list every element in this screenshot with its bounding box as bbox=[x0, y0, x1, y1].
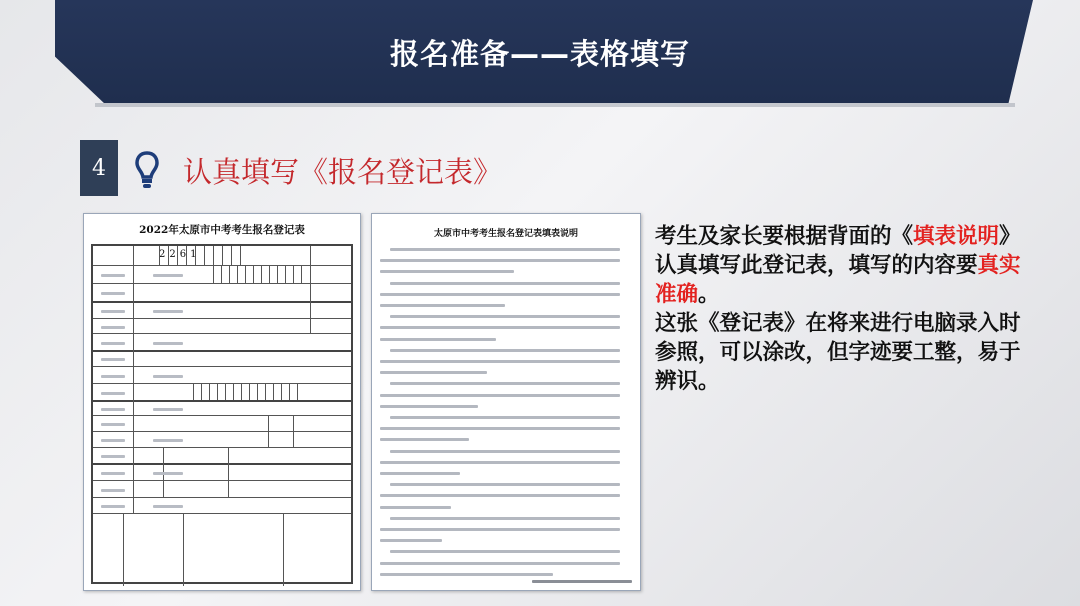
form-col-line bbox=[268, 415, 269, 447]
description-part: 。 bbox=[698, 282, 720, 307]
form-row-line bbox=[93, 318, 351, 319]
form-digit-line bbox=[186, 246, 187, 265]
guide-text-line bbox=[390, 550, 620, 553]
guide-text-line bbox=[380, 259, 620, 262]
guide-text-line bbox=[390, 483, 620, 486]
form-digit-line bbox=[204, 246, 205, 265]
form-col-line bbox=[183, 513, 184, 586]
guide-text-line bbox=[380, 528, 620, 531]
form-label-placeholder bbox=[101, 455, 125, 458]
form-digit-line bbox=[277, 265, 278, 283]
description-part: 考生及家长要根据背面的《 bbox=[655, 224, 914, 249]
form-digit-line bbox=[168, 246, 169, 265]
form-label-placeholder bbox=[101, 342, 125, 345]
form-col-line bbox=[310, 246, 311, 333]
form-row-line bbox=[93, 350, 351, 352]
form-digit-line bbox=[213, 246, 214, 265]
form-digit-line bbox=[265, 383, 266, 400]
guide-text-line bbox=[390, 450, 620, 453]
form-label-placeholder bbox=[101, 489, 125, 492]
form-digit-line bbox=[285, 265, 286, 283]
form-col-line bbox=[228, 447, 229, 497]
guide-text-line bbox=[390, 315, 620, 318]
form-digit-line bbox=[231, 246, 232, 265]
guide-text-line bbox=[380, 573, 553, 576]
guide-text-line bbox=[380, 371, 487, 374]
form-row-line bbox=[93, 400, 351, 402]
form-field-placeholder bbox=[153, 310, 183, 313]
form-label-placeholder bbox=[101, 423, 125, 426]
form-field-placeholder bbox=[153, 408, 183, 411]
guide-text-line bbox=[380, 293, 620, 296]
form-field-placeholder bbox=[153, 274, 183, 277]
description-part: 》认真填写此登记表，填写的内容要 bbox=[655, 224, 1021, 278]
form-digit-line bbox=[213, 265, 214, 283]
form-field-placeholder bbox=[153, 472, 183, 475]
form-digit-line bbox=[193, 383, 194, 400]
form-label-placeholder bbox=[101, 392, 125, 395]
form-row-line bbox=[93, 265, 351, 266]
form-row-line bbox=[93, 415, 351, 416]
guide-text-line bbox=[380, 472, 460, 475]
form-digit-line bbox=[253, 265, 254, 283]
form-digit-line bbox=[229, 265, 230, 283]
guide-text-line bbox=[390, 248, 620, 251]
form-label-placeholder bbox=[101, 292, 125, 295]
form-digit-line bbox=[241, 383, 242, 400]
form-digit-line bbox=[233, 383, 234, 400]
form-label-placeholder bbox=[101, 326, 125, 329]
form-field-placeholder bbox=[153, 375, 183, 378]
guide-text-line bbox=[380, 461, 620, 464]
guide-text-line bbox=[380, 438, 469, 441]
form-digit-line bbox=[297, 383, 298, 400]
form-row-line bbox=[93, 283, 351, 284]
form-digit-line bbox=[301, 265, 302, 283]
form-digit-line bbox=[217, 383, 218, 400]
form-col-line bbox=[133, 246, 134, 513]
form-grid bbox=[91, 244, 353, 584]
form-label-placeholder bbox=[101, 505, 125, 508]
form-row-line bbox=[93, 431, 351, 432]
highlight-fill-instructions: 填表说明 bbox=[913, 224, 1000, 249]
form-row-line bbox=[93, 513, 351, 514]
form-field-placeholder bbox=[153, 439, 183, 442]
form-digit-line bbox=[159, 246, 160, 265]
form-digit-line bbox=[221, 265, 222, 283]
form-row-line bbox=[93, 463, 351, 465]
form-label-placeholder bbox=[101, 274, 125, 277]
guide-text-line bbox=[390, 517, 620, 520]
header-shadow bbox=[95, 103, 1015, 107]
form-digit-line bbox=[209, 383, 210, 400]
section-number: 4 bbox=[80, 140, 118, 196]
guide-text-line bbox=[390, 349, 620, 352]
highlight-accurate: 真实准确 bbox=[655, 253, 1021, 307]
form-digit-line bbox=[281, 383, 282, 400]
form-label-placeholder bbox=[101, 472, 125, 475]
form-digit-line bbox=[273, 383, 274, 400]
guide-text-line bbox=[390, 282, 620, 285]
form-digit-line bbox=[201, 383, 202, 400]
form-digit-line bbox=[195, 246, 196, 265]
form-field-placeholder bbox=[153, 505, 183, 508]
form-row-line bbox=[93, 480, 351, 481]
description-paragraph-2: 这张《登记表》在将来进行电脑录入时参照，可以涂改，但字迹要工整，易于辨识。 bbox=[655, 311, 1021, 394]
form-label-placeholder bbox=[101, 375, 125, 378]
guide-text-line bbox=[390, 416, 620, 419]
form-row-line bbox=[93, 333, 351, 334]
form-label-placeholder bbox=[101, 408, 125, 411]
slide-title: 报名准备——表格填写 bbox=[389, 37, 690, 71]
form-digit-line bbox=[245, 265, 246, 283]
form-field-placeholder bbox=[153, 342, 183, 345]
form-label-placeholder bbox=[101, 439, 125, 442]
guide-signature-line bbox=[532, 580, 632, 583]
guide-text-line bbox=[380, 494, 620, 497]
form-digit-line bbox=[177, 246, 178, 265]
form-row-line bbox=[93, 366, 351, 367]
form-digit-line bbox=[237, 265, 238, 283]
guide-text-line bbox=[380, 394, 620, 397]
form-digit-line bbox=[289, 383, 290, 400]
form-digit-line bbox=[225, 383, 226, 400]
section-title: 认真填写《报名登记表》 bbox=[183, 155, 503, 189]
form-digit-line bbox=[293, 265, 294, 283]
form-label-placeholder bbox=[101, 358, 125, 361]
form-digit-line bbox=[269, 265, 270, 283]
guide-text-line bbox=[380, 270, 514, 273]
description-text bbox=[655, 222, 1025, 396]
guide-text-line bbox=[380, 326, 620, 329]
form-col-line bbox=[293, 415, 294, 447]
form-digit-line bbox=[261, 265, 262, 283]
registration-form-image bbox=[83, 213, 361, 591]
guide-text-line bbox=[380, 562, 620, 565]
form-row-line bbox=[93, 301, 351, 303]
instructions-document-image bbox=[371, 213, 641, 591]
guide-text-line bbox=[380, 506, 451, 509]
form-label-placeholder bbox=[101, 310, 125, 313]
form-col-line bbox=[123, 513, 124, 586]
exam-number-digits: 2261 bbox=[159, 249, 201, 260]
form-row-line bbox=[93, 447, 351, 448]
form-digit-line bbox=[257, 383, 258, 400]
guide-text-line bbox=[380, 427, 620, 430]
form-title: 2022年太原市中考考生报名登记表 bbox=[139, 224, 305, 236]
form-row-line bbox=[93, 383, 351, 384]
form-digit-line bbox=[249, 383, 250, 400]
lightbulb-icon bbox=[134, 150, 160, 190]
form-row-line bbox=[93, 497, 351, 498]
form-col-line bbox=[283, 513, 284, 586]
guide-text-line bbox=[380, 338, 496, 341]
form-digit-line bbox=[240, 246, 241, 265]
guide-text-line bbox=[390, 382, 620, 385]
guide-text-line bbox=[380, 360, 620, 363]
guide-text-line bbox=[380, 405, 478, 408]
form-digit-line bbox=[222, 246, 223, 265]
guide-text-line bbox=[380, 539, 442, 542]
guide-text-line bbox=[380, 304, 505, 307]
guide-title: 太原市中考考生报名登记表填表说明 bbox=[433, 229, 578, 239]
